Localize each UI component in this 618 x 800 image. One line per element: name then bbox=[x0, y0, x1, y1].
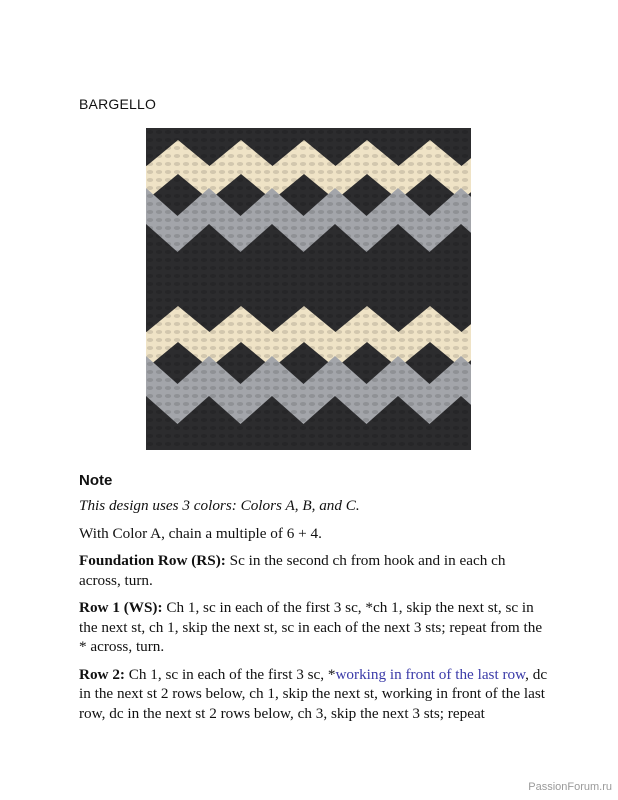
page-title: BARGELLO bbox=[79, 96, 157, 112]
foundation-row bbox=[79, 551, 549, 590]
swatch-illustration bbox=[146, 128, 471, 450]
row-text: Ch 1, sc in each of the first 3 sc, *ch 1, skip the next st, sc in the next st, ch 1, skip the next st, sc in each of the next 3 sts; repeat from the * across, turn. bbox=[79, 599, 543, 655]
note-heading: Note bbox=[79, 472, 113, 489]
row-text: , dc in the next st 2 rows below, ch 1, skip the next st, working in front of the last row, dc in the next st 2 rows below, ch 3, skip the next 3 sts; repeat bbox=[79, 665, 548, 722]
crochet-swatch-photo bbox=[146, 128, 471, 450]
row-label: Row 2: bbox=[79, 665, 125, 683]
intro-text: This design uses 3 colors: Colors A, B, and C. bbox=[79, 497, 360, 514]
pattern-instructions bbox=[79, 496, 549, 731]
row-label: Foundation Row (RS): bbox=[79, 552, 226, 569]
watermark: PassionForum.ru bbox=[528, 781, 612, 793]
row-2 bbox=[79, 665, 549, 724]
highlighted-phrase[interactable]: working in front of the last row bbox=[335, 665, 526, 683]
row-1 bbox=[79, 598, 549, 657]
row-label: Row 1 (WS): bbox=[79, 599, 163, 616]
row-text: Ch 1, sc in each of the first 3 sc, * bbox=[124, 665, 336, 683]
chain-instruction: With Color A, chain a multiple of 6 + 4. bbox=[79, 524, 322, 542]
row-text: Sc in the second ch from hook and in each ch across, turn. bbox=[79, 552, 506, 589]
